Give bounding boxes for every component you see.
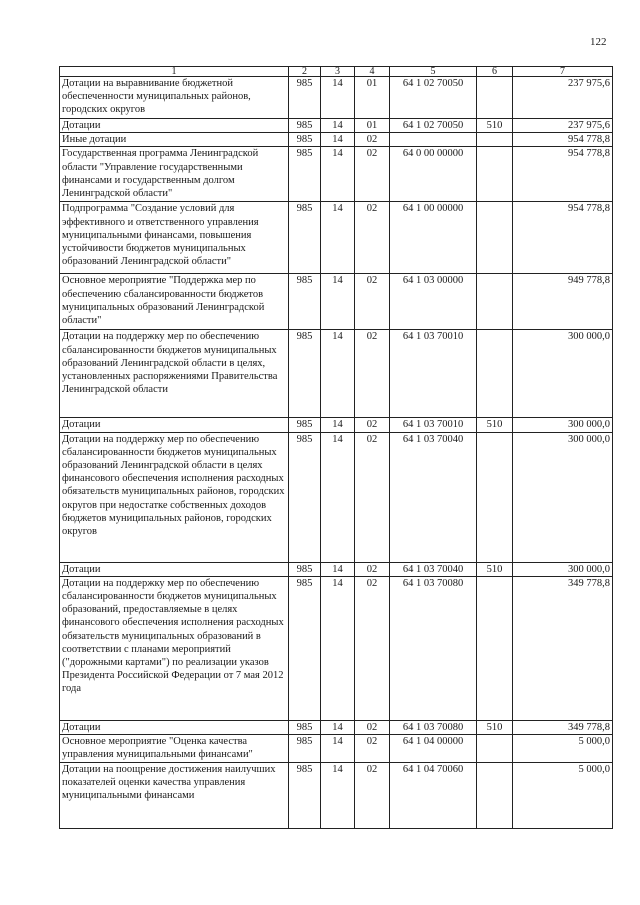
row-name: Дотации на поддержку мер по обеспечению сбалансированности бюджетов муниципальных образований Ленинградской области в целях финансового обеспечения исполнения расходных обязательств муниципальных районов, городских округов при недостатке собственных доходов бюджетов муниципальных районов, городских округов	[60, 432, 289, 562]
cell-target-code: 64 1 03 00000	[390, 274, 477, 330]
row-name: Дотации на выравнивание бюджетной обеспеченности муниципальных районов, городских округов	[60, 77, 289, 119]
cell-section: 14	[321, 202, 355, 274]
cell-subsection: 02	[355, 562, 390, 576]
cell-section: 14	[321, 763, 355, 829]
cell-target-code: 64 1 03 70080	[390, 720, 477, 734]
cell-amount: 300 000,0	[513, 562, 613, 576]
cell-target-code: 64 1 03 70010	[390, 330, 477, 418]
page-number: 122	[590, 36, 607, 48]
cell-section: 14	[321, 432, 355, 562]
row-name: Дотации	[60, 119, 289, 133]
cell-amount: 349 778,8	[513, 576, 613, 720]
cell-amount: 949 778,8	[513, 274, 613, 330]
table-row	[60, 147, 613, 202]
cell-section: 14	[321, 418, 355, 432]
cell-amount: 237 975,6	[513, 119, 613, 133]
cell-amount: 349 778,8	[513, 720, 613, 734]
cell-subsection: 02	[355, 147, 390, 202]
cell-target-code: 64 1 04 00000	[390, 735, 477, 763]
cell-target-code: 64 0 00 00000	[390, 147, 477, 202]
cell-ministry: 985	[289, 432, 321, 562]
column-header: 6	[477, 67, 513, 77]
cell-expense-type	[477, 77, 513, 119]
cell-ministry: 985	[289, 720, 321, 734]
budget-table	[59, 66, 613, 829]
cell-subsection: 02	[355, 202, 390, 274]
cell-ministry: 985	[289, 274, 321, 330]
cell-amount: 954 778,8	[513, 202, 613, 274]
cell-subsection: 02	[355, 274, 390, 330]
table-row	[60, 432, 613, 562]
cell-subsection: 01	[355, 119, 390, 133]
table-row	[60, 330, 613, 418]
cell-target-code: 64 1 02 70050	[390, 119, 477, 133]
cell-expense-type	[477, 147, 513, 202]
cell-section: 14	[321, 330, 355, 418]
cell-subsection: 02	[355, 576, 390, 720]
cell-expense-type	[477, 576, 513, 720]
cell-section: 14	[321, 77, 355, 119]
cell-section: 14	[321, 119, 355, 133]
row-name: Дотации на поддержку мер по обеспечению сбалансированности бюджетов муниципальных образований, предоставляемые в целях финансового обеспечения исполнения расходных обязательств муниципальных образований в соответствии с планами мероприятий ("дорожными картами") по реализации указов Президента Российской Федерации от 7 мая 2012 года	[60, 576, 289, 720]
cell-expense-type: 510	[477, 418, 513, 432]
cell-ministry: 985	[289, 119, 321, 133]
cell-target-code: 64 1 02 70050	[390, 77, 477, 119]
cell-expense-type	[477, 133, 513, 147]
cell-expense-type	[477, 202, 513, 274]
row-name: Основное мероприятие "Оценка качества управления муниципальными финансами"	[60, 735, 289, 763]
cell-target-code: 64 1 04 70060	[390, 763, 477, 829]
cell-subsection: 02	[355, 133, 390, 147]
cell-amount: 300 000,0	[513, 432, 613, 562]
cell-expense-type	[477, 274, 513, 330]
cell-subsection: 02	[355, 330, 390, 418]
cell-target-code: 64 1 00 00000	[390, 202, 477, 274]
cell-section: 14	[321, 274, 355, 330]
row-name: Дотации	[60, 418, 289, 432]
cell-subsection: 02	[355, 735, 390, 763]
column-header: 4	[355, 67, 390, 77]
table-row	[60, 119, 613, 133]
cell-subsection: 02	[355, 432, 390, 562]
cell-section: 14	[321, 147, 355, 202]
column-header: 7	[513, 67, 613, 77]
cell-ministry: 985	[289, 77, 321, 119]
cell-subsection: 02	[355, 720, 390, 734]
row-name: Дотации на поддержку мер по обеспечению сбалансированности бюджетов муниципальных образований Ленинградской области в целях, установленных распоряжениями Правительства Ленинградской области	[60, 330, 289, 418]
table-row	[60, 562, 613, 576]
row-name: Дотации	[60, 720, 289, 734]
cell-section: 14	[321, 720, 355, 734]
cell-ministry: 985	[289, 576, 321, 720]
cell-section: 14	[321, 576, 355, 720]
cell-amount: 237 975,6	[513, 77, 613, 119]
cell-target-code: 64 1 03 70010	[390, 418, 477, 432]
cell-target-code	[390, 133, 477, 147]
cell-target-code: 64 1 03 70080	[390, 576, 477, 720]
row-name: Основное мероприятие "Поддержка мер по обеспечению сбалансированности бюджетов муниципальных образований Ленинградской области"	[60, 274, 289, 330]
cell-amount: 5 000,0	[513, 763, 613, 829]
cell-amount: 300 000,0	[513, 330, 613, 418]
cell-expense-type	[477, 735, 513, 763]
row-name: Дотации	[60, 562, 289, 576]
cell-subsection: 02	[355, 763, 390, 829]
table-row	[60, 202, 613, 274]
table-row	[60, 763, 613, 829]
cell-section: 14	[321, 562, 355, 576]
header-row	[60, 67, 613, 77]
table-row	[60, 720, 613, 734]
cell-amount: 300 000,0	[513, 418, 613, 432]
row-name: Иные дотации	[60, 133, 289, 147]
column-header: 2	[289, 67, 321, 77]
cell-section: 14	[321, 133, 355, 147]
cell-ministry: 985	[289, 133, 321, 147]
column-header: 1	[60, 67, 289, 77]
cell-expense-type: 510	[477, 119, 513, 133]
table-row	[60, 133, 613, 147]
table-row	[60, 77, 613, 119]
cell-amount: 954 778,8	[513, 133, 613, 147]
table-row	[60, 576, 613, 720]
cell-ministry: 985	[289, 147, 321, 202]
cell-subsection: 01	[355, 77, 390, 119]
table-row	[60, 735, 613, 763]
column-header: 3	[321, 67, 355, 77]
cell-ministry: 985	[289, 202, 321, 274]
table-row	[60, 418, 613, 432]
column-header: 5	[390, 67, 477, 77]
cell-subsection: 02	[355, 418, 390, 432]
cell-ministry: 985	[289, 418, 321, 432]
cell-target-code: 64 1 03 70040	[390, 562, 477, 576]
cell-amount: 954 778,8	[513, 147, 613, 202]
cell-target-code: 64 1 03 70040	[390, 432, 477, 562]
cell-ministry: 985	[289, 763, 321, 829]
cell-ministry: 985	[289, 735, 321, 763]
cell-ministry: 985	[289, 562, 321, 576]
cell-expense-type: 510	[477, 720, 513, 734]
cell-expense-type: 510	[477, 562, 513, 576]
cell-expense-type	[477, 763, 513, 829]
table-row	[60, 274, 613, 330]
row-name: Дотации на поощрение достижения наилучших показателей оценки качества управления муниципальными финансами	[60, 763, 289, 829]
row-name: Подпрограмма "Создание условий для эффективного и ответственного управления муниципальными финансами, повышения устойчивости бюджетов муниципальных образований Ленинградской области"	[60, 202, 289, 274]
cell-expense-type	[477, 432, 513, 562]
cell-section: 14	[321, 735, 355, 763]
cell-ministry: 985	[289, 330, 321, 418]
cell-expense-type	[477, 330, 513, 418]
row-name: Государственная программа Ленинградской области "Управление государственными финансами и государственным долгом Ленинградской области"	[60, 147, 289, 202]
cell-amount: 5 000,0	[513, 735, 613, 763]
